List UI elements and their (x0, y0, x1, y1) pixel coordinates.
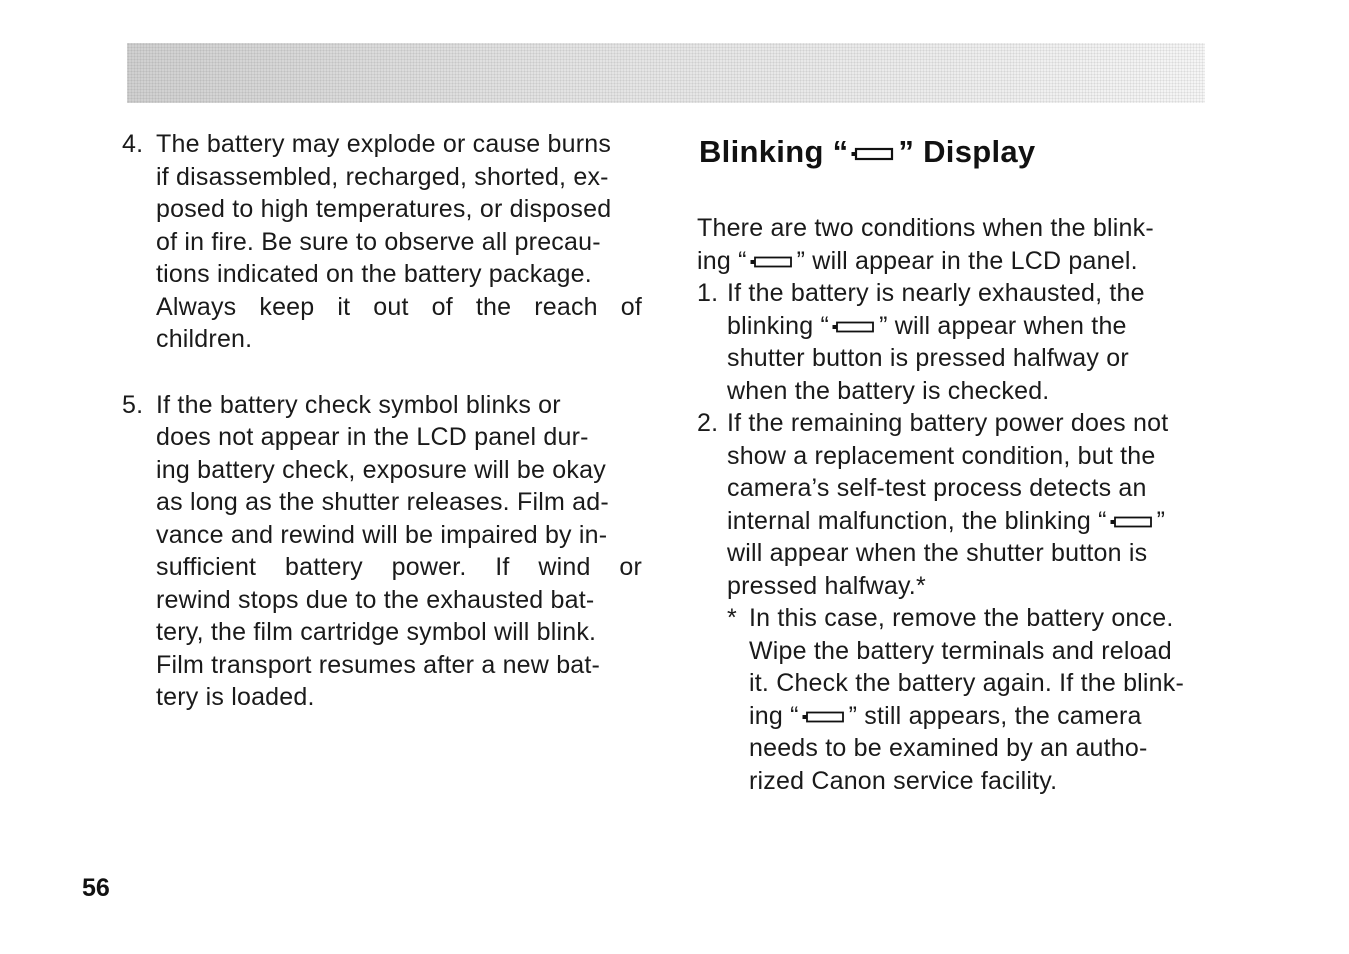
text-line: If the remaining battery power does not (727, 409, 1169, 437)
item-number: 2. (697, 409, 719, 437)
text-line: The battery may explode or cause burns (156, 130, 612, 158)
list-item-1 (697, 277, 1207, 407)
text-line: Film transport resumes after a new bat- (156, 650, 601, 679)
text-line: children. (156, 325, 253, 353)
battery-icon (1109, 515, 1155, 529)
battery-icon (831, 320, 877, 334)
text-line: it. Check the battery again. If the blink- (749, 669, 1185, 697)
text-line: does not appear in the LCD panel dur- (156, 423, 589, 451)
header-band (127, 43, 1205, 103)
text-line: will appear when the shutter button is (727, 539, 1148, 567)
text-line: as long as the shutter releases. Film ad- (156, 488, 609, 516)
heading-text-after: ” Display (898, 134, 1036, 169)
item-number: 5. (122, 390, 144, 419)
list-item-2 (697, 407, 1207, 797)
intro-line: ing “ ” will appear in the LCD panel. (697, 246, 1138, 275)
text-line: sufficient battery power. If wind or (156, 553, 642, 581)
text-line: internal malfunction, the blinking “ ” (727, 506, 1166, 535)
text-line: tery, the film cartridge symbol will blink. (156, 618, 597, 646)
battery-icon (749, 255, 795, 269)
right-column (697, 212, 1207, 797)
text-line: posed to high temperatures, or disposed (156, 195, 612, 223)
text-line: camera’s self-test process detects an (727, 474, 1147, 502)
text-line: If the battery is nearly exhausted, the (727, 279, 1145, 307)
text-line: needs to be examined by an autho- (749, 734, 1148, 762)
text-line: shutter button is pressed halfway or (727, 344, 1129, 372)
text-line: of in fire. Be sure to observe all precau- (156, 227, 601, 256)
text-line: ing battery check, exposure will be okay (156, 455, 606, 484)
text-line: tions indicated on the battery package. (156, 260, 592, 288)
list-item-5 (122, 389, 642, 714)
text-line: if disassembled, recharged, shorted, ex- (156, 162, 609, 191)
text-line: rewind stops due to the exhausted bat- (156, 585, 595, 614)
item-number: 4. (122, 130, 144, 158)
text-line: Wipe the battery terminals and reload (749, 636, 1172, 665)
text-line: pressed halfway.* (727, 571, 926, 600)
heading-text-before: Blinking “ (699, 134, 849, 169)
text-line: tery is loaded. (156, 683, 315, 711)
text-line: Always keep it out of the reach of (156, 292, 642, 321)
text-line: rized Canon service facility. (749, 766, 1058, 795)
text-line: If the battery check symbol blinks or (156, 390, 561, 419)
battery-icon (850, 147, 896, 161)
footnote (697, 602, 1207, 797)
section-heading (699, 134, 1035, 170)
item-number: 1. (697, 279, 719, 307)
text-line: ing “ ” still appears, the camera (749, 701, 1142, 730)
intro-line: There are two conditions when the blink- (697, 214, 1154, 242)
text-line: In this case, remove the battery once. (749, 604, 1174, 632)
footnote-star: * (727, 604, 737, 632)
text-line: vance and rewind will be impaired by in- (156, 520, 608, 549)
battery-icon (801, 710, 847, 724)
list-item-4 (122, 128, 642, 356)
text-line: blinking “ ” will appear when the (727, 311, 1127, 340)
page-number: 56 (82, 874, 110, 902)
text-line: show a replacement condition, but the (727, 441, 1156, 470)
left-column (122, 128, 642, 714)
text-line: when the battery is checked. (727, 376, 1050, 405)
